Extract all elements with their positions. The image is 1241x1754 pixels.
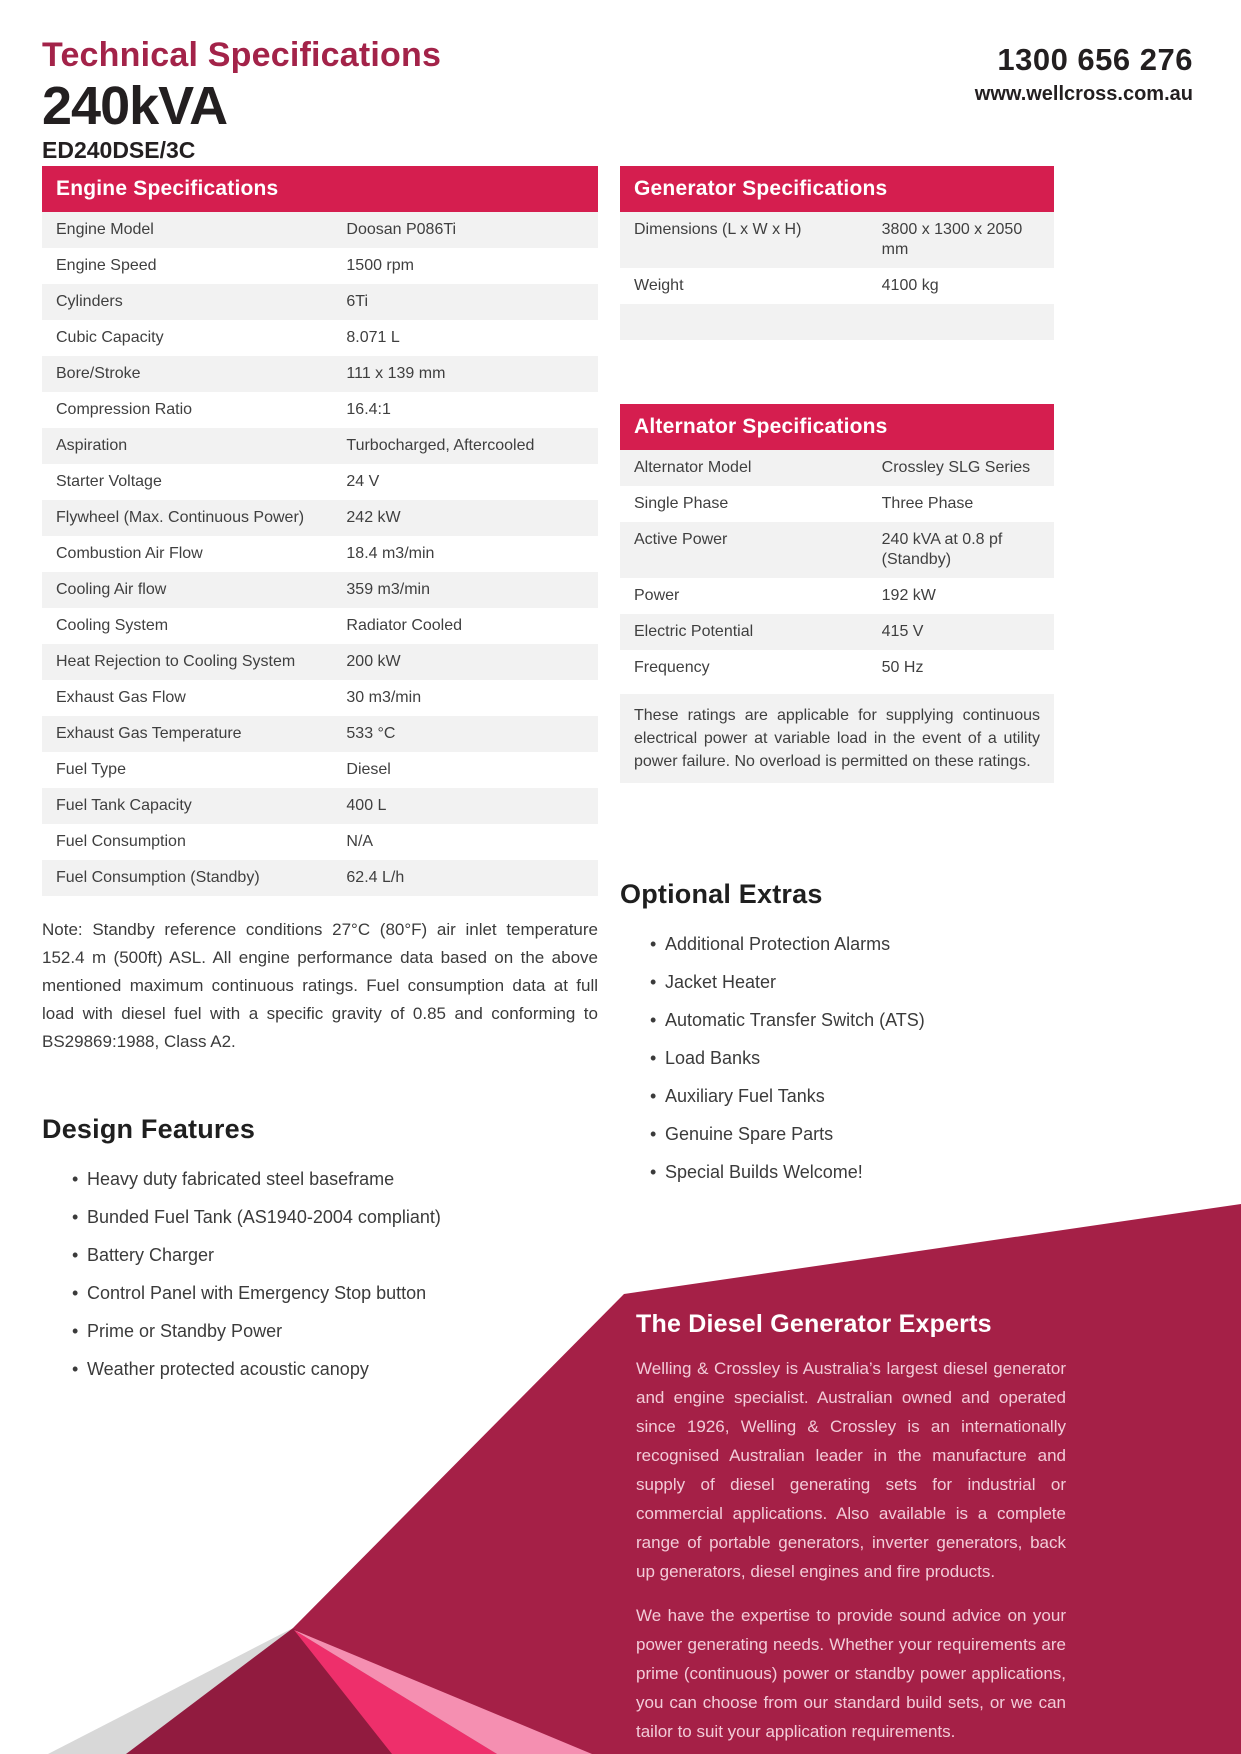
spec-label: Engine Model (56, 221, 154, 238)
table-row (42, 644, 598, 680)
table-row (42, 680, 598, 716)
spec-value: N/A (346, 833, 374, 850)
list-item: • Weather protected acoustic canopy (72, 1357, 598, 1381)
spec-label: Combustion Air Flow (56, 545, 203, 562)
spec-label: Fuel Tank Capacity (56, 797, 192, 814)
table-row (620, 578, 1054, 614)
spec-label: Fuel Type (56, 761, 126, 778)
table-row (620, 212, 1054, 268)
engine-specs-header: Engine Specifications (42, 166, 598, 212)
spec-value: Three Phase (881, 495, 974, 512)
spec-label: Heat Rejection to Cooling System (56, 653, 296, 670)
table-row (42, 536, 598, 572)
spec-label: Fuel Consumption (Standby) (56, 869, 260, 886)
table-row (620, 486, 1054, 522)
spec-label: Flywheel (Max. Continuous Power) (56, 509, 305, 526)
spec-label: Compression Ratio (56, 401, 193, 418)
spec-label: Cylinders (56, 293, 123, 310)
table-row (42, 788, 598, 824)
header-brand (42, 36, 441, 164)
footer-paragraph: Welling & Crossley is Australia’s largest diesel generator and engine specialist. Australian owned and operated since 1926, Welling & Crossley is an internationally recognised Australian leader in the manufacture and supply of diesel generating sets for industrial or commercial applications. Also available is a complete range of portable generators, inverter generators, back up generators, diesel engines and fire products. (636, 1359, 1066, 1581)
design-features-title: Design Features (42, 1114, 256, 1144)
spec-label: Exhaust Gas Flow (56, 689, 186, 706)
spec-label: Cubic Capacity (56, 329, 164, 346)
spec-value: 62.4 L/h (346, 869, 405, 886)
spec-label: Power (634, 587, 680, 604)
page-title: Technical Specifications (42, 36, 442, 74)
spec-label: Weight (634, 277, 684, 294)
spec-value: 8.071 L (346, 329, 400, 346)
table-row-empty (620, 304, 1054, 340)
spec-value: Diesel (346, 761, 391, 778)
generator-specs-header: Generator Specifications (620, 166, 1054, 212)
table-row (42, 752, 598, 788)
list-item: • Battery Charger (72, 1243, 598, 1267)
spec-value: 4100 kg (881, 277, 939, 294)
table-row (42, 428, 598, 464)
list-item: • Jacket Heater (650, 970, 1054, 994)
table-row (42, 572, 598, 608)
table-row (42, 356, 598, 392)
spec-value: 6Ti (346, 293, 369, 310)
list-item: • Heavy duty fabricated steel baseframe (72, 1167, 598, 1191)
spec-label: Aspiration (56, 437, 128, 454)
table-row (42, 500, 598, 536)
spec-value: 18.4 m3/min (346, 545, 435, 562)
list-item: • Genuine Spare Parts (650, 1122, 1054, 1146)
spec-value: 24 V (346, 473, 380, 490)
spec-label: Fuel Consumption (56, 833, 186, 850)
spec-value: Doosan P086Ti (346, 221, 457, 238)
footer-paragraph: We have the expertise to provide sound advice on your power generating needs. Whether your requirements are prime (continuous) power or standby power applications, you can choose from our standard build sets, or we can tailor to suit your application requirements. (636, 1606, 1066, 1741)
alternator-specs-table (620, 450, 1054, 686)
spec-value: 533 °C (346, 725, 396, 742)
model-code: ED240DSE/3C (42, 137, 196, 163)
spec-value: 359 m3/min (346, 581, 430, 598)
spec-value: 16.4:1 (346, 401, 391, 418)
phone-number: 1300 656 276 (997, 42, 1193, 77)
list-item: • Auxiliary Fuel Tanks (650, 1084, 1054, 1108)
table-row (42, 464, 598, 500)
spec-value: Radiator Cooled (346, 617, 463, 634)
table-row (42, 320, 598, 356)
spec-label: Frequency (634, 659, 710, 676)
list-item: • Additional Protection Alarms (650, 932, 1054, 956)
spec-value: 192 kW (881, 587, 936, 604)
table-row (620, 268, 1054, 304)
spec-label: Bore/Stroke (56, 365, 141, 382)
spec-value: 240 kVA at 0.8 pf (Standby) (881, 531, 1003, 568)
spec-label: Engine Speed (56, 257, 157, 274)
spec-value: 111 x 139 mm (346, 365, 446, 382)
table-row (620, 614, 1054, 650)
spec-label: Exhaust Gas Temperature (56, 725, 242, 742)
alternator-specs-header: Alternator Specifications (620, 404, 1054, 450)
list-item: • Automatic Transfer Switch (ATS) (650, 1008, 1054, 1032)
spec-label: Active Power (634, 531, 728, 548)
spec-value: 50 Hz (881, 659, 924, 676)
spec-value: 242 kW (346, 509, 401, 526)
spec-value: Turbocharged, Aftercooled (346, 437, 535, 454)
optional-extras-title: Optional Extras (620, 879, 823, 909)
spec-value: 1500 rpm (346, 257, 414, 274)
spec-label: Cooling Air flow (56, 581, 167, 598)
spec-label: Dimensions (L x W x H) (634, 221, 802, 238)
footer-title: The Diesel Generator Experts (636, 1310, 992, 1338)
table-row (42, 824, 598, 860)
model-rating: 240kVA (42, 76, 228, 136)
spec-value: 400 L (346, 797, 387, 814)
alternator-note: These ratings are applicable for supplying continuous electrical power at variable load in the event of a utility power failure. No overload is permitted on these ratings. (620, 694, 1054, 783)
spec-label: Alternator Model (634, 459, 752, 476)
table-row (620, 522, 1054, 578)
table-row (42, 860, 598, 896)
list-item: • Prime or Standby Power (72, 1319, 598, 1343)
table-row (42, 212, 598, 248)
footer-text-block (636, 1310, 1066, 1746)
table-row (620, 450, 1054, 486)
table-row (42, 248, 598, 284)
spec-value: 3800 x 1300 x 2050 mm (881, 221, 1023, 258)
list-item: • Load Banks (650, 1046, 1054, 1070)
website-url[interactable]: www.wellcross.com.au (974, 83, 1193, 105)
list-item: • Control Panel with Emergency Stop button (72, 1281, 598, 1305)
spec-value: 30 m3/min (346, 689, 422, 706)
spec-label: Electric Potential (634, 623, 754, 640)
table-row (42, 284, 598, 320)
header-contact (975, 42, 1193, 106)
engine-specs-table (42, 212, 598, 896)
engine-note: Note: Standby reference conditions 27°C (80°F) air inlet temperature 152.4 m (500ft) ASL. All engine performance data based on the above mentioned maximum continuous ratings. Fuel consumption data at full load with diesel fuel with a specific gravity of 0.85 and conforming to BS29869:1988, Class A2. (42, 920, 598, 1051)
spec-value: 415 V (881, 623, 924, 640)
table-row (42, 716, 598, 752)
spec-label: Starter Voltage (56, 473, 162, 490)
right-column (620, 166, 1054, 1198)
spec-value: 200 kW (346, 653, 401, 670)
spec-label: Single Phase (634, 495, 729, 512)
list-item: • Special Builds Welcome! (650, 1160, 1054, 1184)
table-row (42, 608, 598, 644)
spec-label: Cooling System (56, 617, 169, 634)
generator-specs-table (620, 212, 1054, 340)
table-row (620, 650, 1054, 686)
spec-value: Crossley SLG Series (881, 459, 1031, 476)
table-row (42, 392, 598, 428)
list-item: • Bunded Fuel Tank (AS1940-2004 compliant) (72, 1205, 598, 1229)
